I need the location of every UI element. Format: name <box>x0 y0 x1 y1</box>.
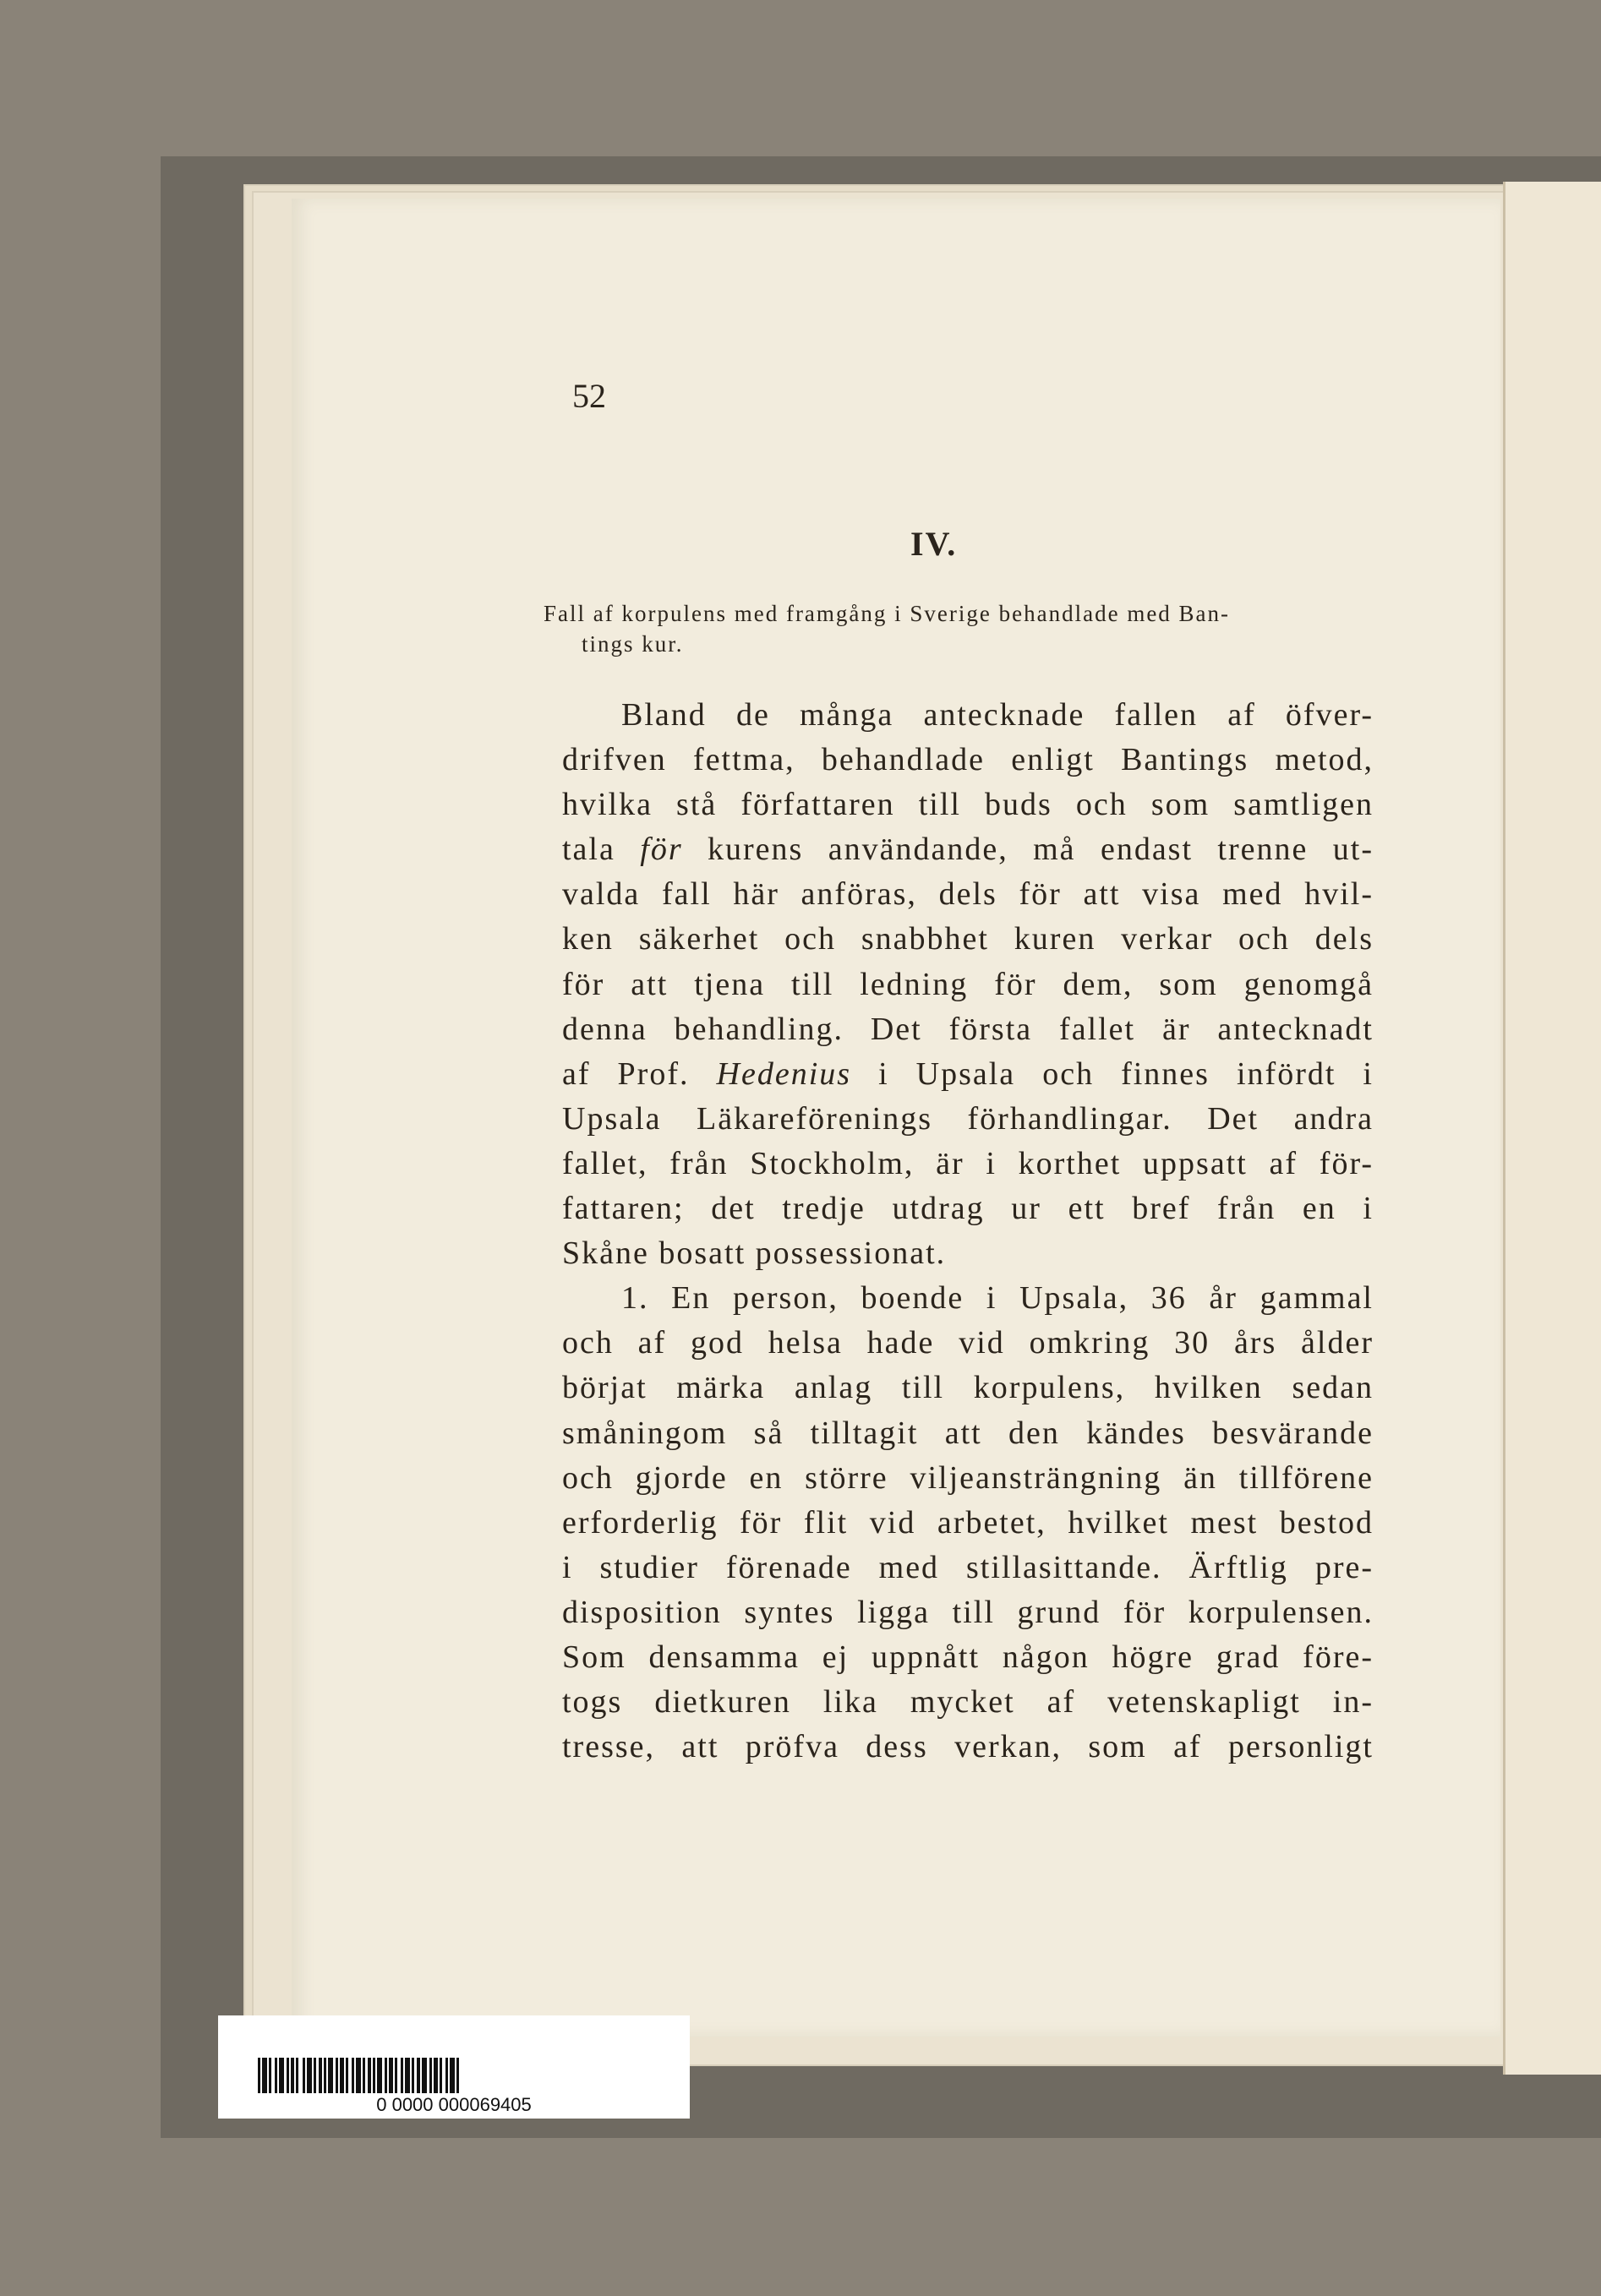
text-line: 1. En person, boende i Upsala, 36 år gammal <box>621 1280 1374 1317</box>
text-line: Bland de många antecknade fallen af öfver- <box>621 697 1374 733</box>
text-line: och gjorde en större viljeansträngning än tillförene <box>562 1459 1374 1496</box>
text-line: för att tjena till ledning för dem, som genomgå <box>562 966 1374 1002</box>
body-text <box>562 693 1374 1770</box>
text-line: hvilka stå författaren till buds och som samtligen <box>562 787 1374 823</box>
text-line: börjat märka anlag till korpulens, hvilken sedan <box>562 1370 1374 1406</box>
section-summary <box>544 598 1359 659</box>
text-line: denna behandling. Det första fallet är antecknadt <box>562 1011 1374 1047</box>
text-line: tresse, att pröfva dess verkan, som af personligt <box>562 1729 1374 1765</box>
text-line: Skåne bosatt possessionat. <box>562 1235 947 1272</box>
barcode-number: 0 0000 000069405 <box>376 2094 532 2115</box>
barcode-bar <box>456 2058 459 2093</box>
text-line: Upsala Läkareförenings förhandlingar. Det andra <box>562 1100 1374 1137</box>
text-line: af Prof. Hedenius i Upsala och finnes infördt i <box>562 1055 1374 1092</box>
barcode-icon <box>258 2058 649 2093</box>
emphasis-word: Hedenius <box>716 1055 852 1092</box>
text-line: tala för kurens användande, må endast trenne ut- <box>562 832 1374 868</box>
facing-page-edge <box>1503 182 1601 2075</box>
text-line: och af god helsa hade vid omkring 30 års ålder <box>562 1325 1374 1361</box>
text-line: fallet, från Stockholm, är i korthet uppsatt af för- <box>562 1145 1374 1181</box>
summary-line: Fall af korpulens med framgång i Sverige behandlade med Ban- <box>544 601 1231 626</box>
text-line: valda fall här anföras, dels för att visa med hvil- <box>562 876 1374 913</box>
text-line: ken säkerhet och snabbhet kuren verkar och dels <box>562 921 1374 957</box>
summary-line: tings kur. <box>582 631 684 657</box>
text-line: småningom så tilltagit att den kändes besvärande <box>562 1415 1374 1451</box>
text-line: i studier förenade med stillasittande. Ärftlig pre- <box>562 1549 1374 1585</box>
text-line: togs dietkuren lika mycket af vetenskapligt in- <box>562 1684 1374 1721</box>
text-line: fattaren; det tredje utdrag ur ett bref från en i <box>562 1191 1374 1227</box>
text-line: erforderlig för flit vid arbetet, hvilket mest bestod <box>562 1504 1374 1541</box>
text-line: drifven fettma, behandlade enligt Bantings metod, <box>562 742 1374 778</box>
section-heading: IV. <box>910 525 958 563</box>
emphasis-word: för <box>640 832 683 868</box>
text-line: disposition syntes ligga till grund för korpulensen. <box>562 1594 1374 1630</box>
page-number: 52 <box>572 377 606 415</box>
text-line: Som densamma ej uppnått någon högre grad före- <box>562 1639 1374 1675</box>
